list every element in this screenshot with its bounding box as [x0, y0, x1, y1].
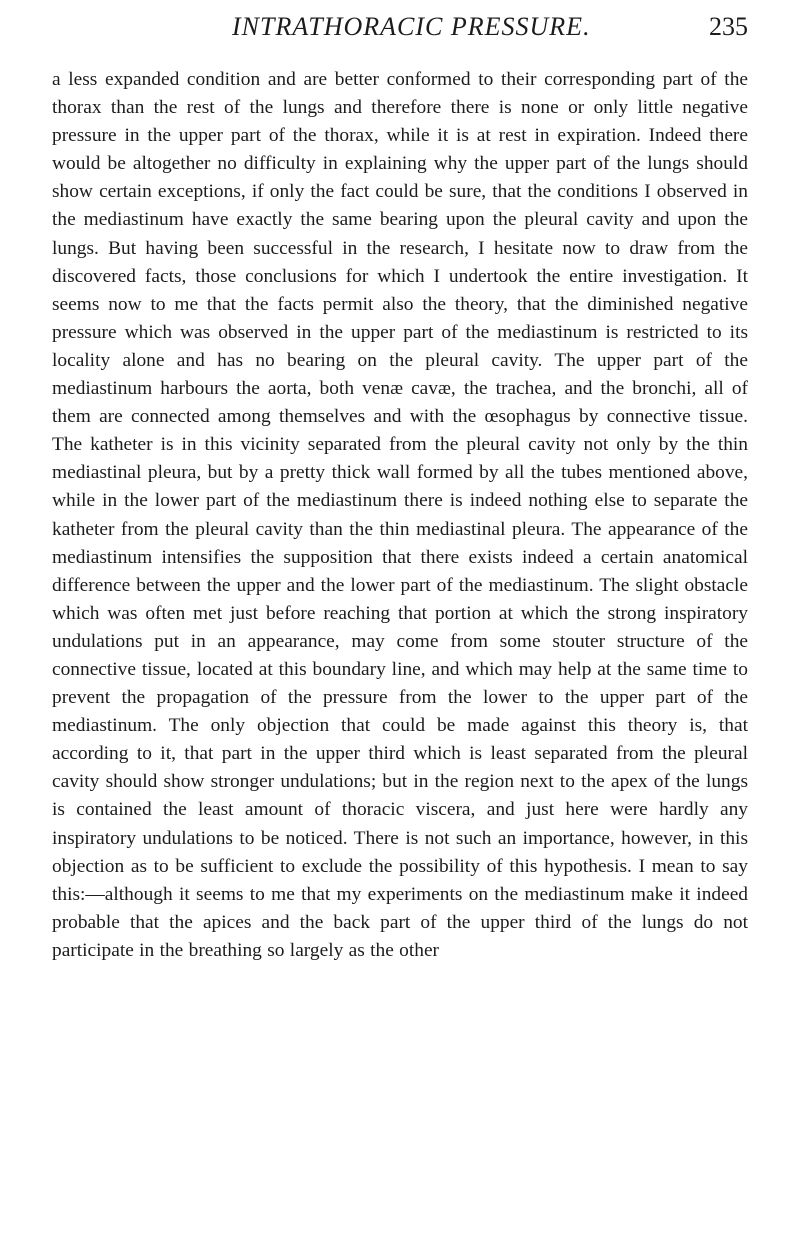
book-page — [52, 6, 748, 965]
page-header — [52, 6, 748, 66]
running-title: INTRATHORACIC PRESSURE. — [232, 12, 591, 41]
body-paragraph: a less expanded condition and are better conformed to their corresponding part of the thorax than the rest of the lungs and therefore there is none or only little negative pressure in the upper part of the thorax, while it is at rest in expiration. Indeed there would be altogether no difficulty in explaining why the upper part of the lungs should show certain exceptions, if only the fact could be sure, that the conditions I observed in the mediastinum have exactly the same bearing upon the pleural cavity and upon the lungs. But having been successful in the research, I hesitate now to draw from the discovered facts, those conclusions for which I undertook the entire investigation. It seems now to me that the facts permit also the theory, that the diminished negative pressure which was observed in the upper part of the mediastinum is restricted to its locality alone and has no bearing on the pleural cavity. The upper part of the mediastinum harbours the aorta, both venæ cavæ, the trachea, and the bronchi, all of them are connected among themselves and with the œsophagus by connective tissue. The katheter is in this vicinity separated from the pleural cavity not only by the thin mediastinal pleura, but by a pretty thick wall formed by all the tubes mentioned above, while in the lower part of the mediastinum there is indeed nothing else to separate the katheter from the pleural cavity than the thin mediastinal pleura. The appearance of the mediastinum intensifies the supposition that there exists indeed a certain anatomical difference between the upper and the lower part of the mediastinum. The slight obstacle which was often met just before reaching that portion at which the strong inspiratory undulations put in an appearance, may come from some stouter structure of the connective tissue, located at this boundary line, and which may help at the same time to prevent the propagation of the pressure from the lower to the upper part of the mediastinum. The only objection that could be made against this theory is, that according to it, that part in the upper third which is least separated from the pleural cavity should show stronger undulations; but in the region next to the apex of the lungs is contained the least amount of thoracic viscera, and just here were hardly any inspiratory undulations to be noticed. There is not such an importance, however, in this objection as to be sufficient to exclude the possibility of this hypothesis. I mean to say this:—although it seems to me that my experiments on the mediastinum make it indeed probable that the apices and the back part of the upper third of the lungs do not participate in the breathing so largely as the other — [52, 69, 748, 961]
page-number: 235 — [709, 12, 748, 41]
